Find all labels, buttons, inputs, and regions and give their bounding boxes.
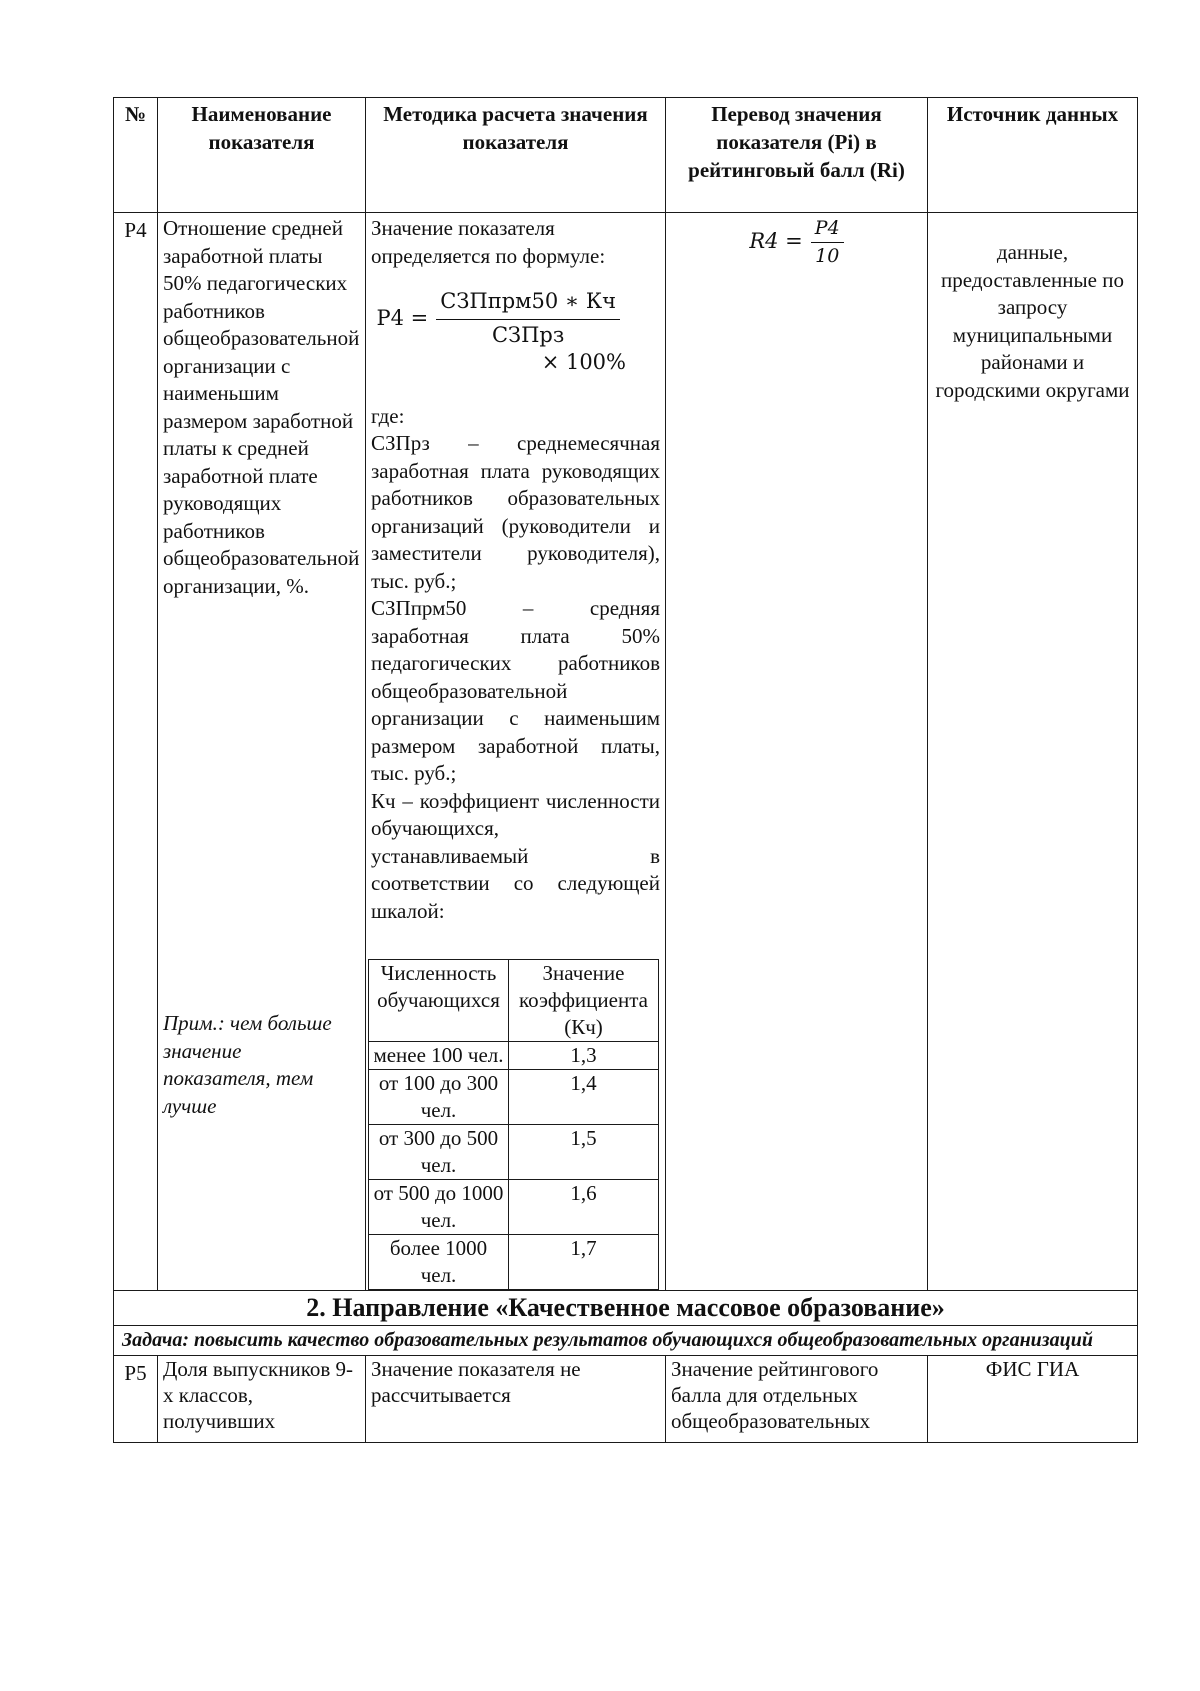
- scale-header-value: Значение коэффициента (Кч): [509, 960, 659, 1042]
- scale-range: более 1000 чел.: [369, 1235, 509, 1290]
- scale-value: 1,5: [509, 1125, 659, 1180]
- formula-denominator: СЗПрз: [491, 322, 565, 347]
- definition-kch: Кч – коэффициент численности обучающихся, устанавливаемый в соответствии со следующей шкалой:: [371, 788, 660, 923]
- p4-note: Прим.: чем больше значение показателя, тем лучше: [163, 1011, 332, 1118]
- p5-name: Доля выпускников 9-х классов, получивших: [158, 1356, 366, 1443]
- formula-fraction: [436, 288, 620, 349]
- method-intro: Значение показателя определяется по формуле:: [371, 216, 606, 268]
- scale-value: 1,7: [509, 1235, 659, 1290]
- scale-value: 1,4: [509, 1070, 659, 1125]
- section-task-row: [114, 1326, 1138, 1356]
- scale-row: [369, 1042, 659, 1070]
- rating-denominator: 10: [815, 245, 840, 267]
- p4-rating-cell: [666, 213, 928, 1291]
- p4-code: Р4: [114, 213, 158, 1291]
- header-rating: Перевод значения показателя (Pi) в рейтинговый балл (Ri): [666, 98, 928, 213]
- scale-row: [369, 1180, 659, 1235]
- p4-method-cell: [366, 213, 666, 1291]
- p5-code: Р5: [114, 1356, 158, 1443]
- header-name: Наименование показателя: [158, 98, 366, 213]
- indicator-table: [113, 97, 1138, 1443]
- scale-header-row: [369, 960, 659, 1042]
- definition-szprz: СЗПрз – среднемесячная заработная плата руководящих работников образовательных организаций (руководители и заместители руководителя), тыс. руб.;: [371, 431, 660, 593]
- scale-value: 1,6: [509, 1180, 659, 1235]
- scale-range: от 300 до 500 чел.: [369, 1125, 509, 1180]
- scale-value: 1,3: [509, 1042, 659, 1070]
- scale-header-count: Численность обучающихся: [369, 960, 509, 1042]
- coefficient-scale-table: [368, 959, 659, 1290]
- scale-range: от 100 до 300 чел.: [369, 1070, 509, 1125]
- formula-numerator: СЗПпрм50 ∗ Кч: [436, 288, 620, 320]
- header-method: Методика расчета значения показателя: [366, 98, 666, 213]
- scale-range: от 500 до 1000 чел.: [369, 1180, 509, 1235]
- table-row-p5: [114, 1356, 1138, 1443]
- rating-lhs: R4 =: [749, 229, 803, 254]
- section-title: 2. Направление «Качественное массовое образование»: [114, 1291, 1138, 1326]
- header-source: Источник данных: [928, 98, 1138, 213]
- p4-name: Отношение средней заработной платы 50% педагогических работников общеобразовательной организации с наименьшим размером заработной платы к средней заработной плате руководящих работников общеобразовательной организации, %.: [163, 216, 360, 598]
- p5-source: ФИС ГИА: [928, 1356, 1138, 1443]
- scale-row: [369, 1235, 659, 1290]
- rating-numerator: P4: [811, 217, 844, 243]
- table-header-row: [114, 98, 1138, 213]
- p5-rating: Значение рейтингового балла для отдельных общеобразовательных: [666, 1356, 928, 1443]
- p4-formula: [371, 288, 660, 349]
- rating-fraction: [811, 217, 844, 267]
- header-num: №: [114, 98, 158, 213]
- definition-szpprm50: СЗПпрм50 – средняя заработная плата 50% педагогических работников общеобразовательной организации с наименьшим размером заработной платы, тыс. руб.;: [371, 596, 660, 785]
- p4-source: данные, предоставленные по запросу муниципальными районами и городскими округами: [928, 213, 1138, 1291]
- table-row-p4: [114, 213, 1138, 1291]
- rating-formula: [671, 213, 922, 267]
- scale-range: менее 100 чел.: [369, 1042, 509, 1070]
- formula-multiplier: × 100%: [541, 350, 626, 374]
- p5-method: Значение показателя не рассчитывается: [366, 1356, 666, 1443]
- section-title-row: [114, 1291, 1138, 1326]
- p4-name-cell: [158, 213, 366, 1291]
- section-task: Задача: повысить качество образовательных результатов обучающихся общеобразовательных организаций: [114, 1326, 1138, 1356]
- where-label: где:: [371, 403, 405, 428]
- scale-row: [369, 1070, 659, 1125]
- formula-lhs: Р4 =: [376, 305, 429, 330]
- scale-row: [369, 1125, 659, 1180]
